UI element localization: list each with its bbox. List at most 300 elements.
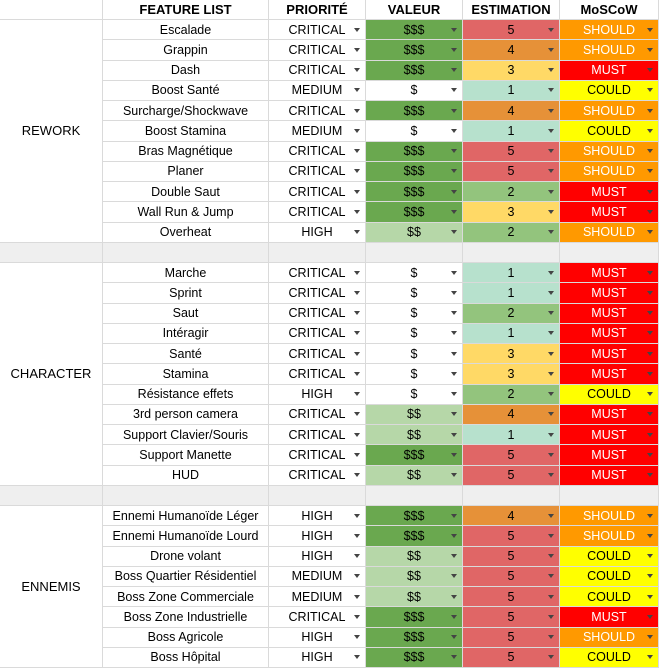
dropdown-arrow-icon[interactable] [354, 412, 360, 416]
dropdown-arrow-icon[interactable] [451, 655, 457, 659]
dropdown-arrow-icon[interactable] [647, 48, 653, 52]
priority-dropdown[interactable] [269, 101, 366, 121]
moscow-dropdown[interactable] [560, 547, 659, 567]
value-dropdown[interactable] [366, 263, 463, 283]
estimation-dropdown[interactable] [463, 628, 560, 648]
moscow-dropdown[interactable] [560, 405, 659, 425]
dropdown-arrow-icon[interactable] [451, 574, 457, 578]
dropdown-arrow-icon[interactable] [354, 574, 360, 578]
dropdown-arrow-icon[interactable] [354, 210, 360, 214]
estimation-dropdown[interactable] [463, 324, 560, 344]
dropdown-arrow-icon[interactable] [647, 635, 653, 639]
dropdown-arrow-icon[interactable] [451, 331, 457, 335]
dropdown-arrow-icon[interactable] [354, 190, 360, 194]
dropdown-arrow-icon[interactable] [647, 574, 653, 578]
dropdown-arrow-icon[interactable] [647, 88, 653, 92]
dropdown-arrow-icon[interactable] [647, 473, 653, 477]
dropdown-arrow-icon[interactable] [647, 331, 653, 335]
dropdown-arrow-icon[interactable] [647, 372, 653, 376]
dropdown-arrow-icon[interactable] [548, 635, 554, 639]
value-dropdown[interactable] [366, 324, 463, 344]
dropdown-arrow-icon[interactable] [451, 412, 457, 416]
dropdown-arrow-icon[interactable] [451, 210, 457, 214]
dropdown-arrow-icon[interactable] [354, 271, 360, 275]
priority-dropdown[interactable] [269, 628, 366, 648]
value-dropdown[interactable] [366, 40, 463, 60]
dropdown-arrow-icon[interactable] [451, 534, 457, 538]
moscow-dropdown[interactable] [560, 385, 659, 405]
value-dropdown[interactable] [366, 344, 463, 364]
moscow-value: SHOULD [582, 22, 636, 37]
moscow-dropdown[interactable] [560, 263, 659, 283]
dropdown-arrow-icon[interactable] [354, 169, 360, 173]
dropdown-arrow-icon[interactable] [354, 28, 360, 32]
moscow-dropdown[interactable] [560, 121, 659, 141]
header-priorite[interactable] [269, 0, 366, 20]
feature-cell[interactable] [103, 607, 269, 627]
dropdown-arrow-icon[interactable] [451, 433, 457, 437]
moscow-dropdown[interactable] [560, 364, 659, 384]
estimation-dropdown[interactable] [463, 40, 560, 60]
moscow-dropdown[interactable] [560, 506, 659, 526]
dropdown-arrow-icon[interactable] [647, 595, 653, 599]
value-dropdown[interactable] [366, 425, 463, 445]
dropdown-arrow-icon[interactable] [451, 514, 457, 518]
feature-cell[interactable] [103, 20, 269, 40]
dropdown-arrow-icon[interactable] [548, 554, 554, 558]
moscow-value: MUST [591, 306, 627, 321]
dropdown-arrow-icon[interactable] [548, 595, 554, 599]
dropdown-arrow-icon[interactable] [451, 149, 457, 153]
value-dropdown[interactable] [366, 385, 463, 405]
estimation-dropdown[interactable] [463, 101, 560, 121]
dropdown-arrow-icon[interactable] [548, 574, 554, 578]
header-valeur[interactable] [366, 0, 463, 20]
priority-dropdown[interactable] [269, 283, 366, 303]
dropdown-arrow-icon[interactable] [354, 331, 360, 335]
estimation-dropdown[interactable] [463, 445, 560, 465]
estimation-dropdown[interactable] [463, 142, 560, 162]
dropdown-arrow-icon[interactable] [354, 68, 360, 72]
dropdown-arrow-icon[interactable] [354, 554, 360, 558]
dropdown-arrow-icon[interactable] [354, 655, 360, 659]
dropdown-arrow-icon[interactable] [548, 473, 554, 477]
dropdown-arrow-icon[interactable] [451, 109, 457, 113]
dropdown-arrow-icon[interactable] [451, 190, 457, 194]
feature-cell[interactable] [103, 283, 269, 303]
dropdown-arrow-icon[interactable] [354, 149, 360, 153]
dropdown-arrow-icon[interactable] [451, 129, 457, 133]
priority-dropdown[interactable] [269, 81, 366, 101]
dropdown-arrow-icon[interactable] [548, 453, 554, 457]
moscow-dropdown[interactable] [560, 81, 659, 101]
estimation-dropdown[interactable] [463, 364, 560, 384]
dropdown-arrow-icon[interactable] [548, 372, 554, 376]
dropdown-arrow-icon[interactable] [647, 453, 653, 457]
dropdown-arrow-icon[interactable] [647, 311, 653, 315]
moscow-dropdown[interactable] [560, 628, 659, 648]
feature-cell[interactable] [103, 61, 269, 81]
dropdown-arrow-icon[interactable] [451, 311, 457, 315]
dropdown-arrow-icon[interactable] [647, 615, 653, 619]
dropdown-arrow-icon[interactable] [451, 230, 457, 234]
dropdown-arrow-icon[interactable] [451, 352, 457, 356]
priority-dropdown[interactable] [269, 20, 366, 40]
priority-dropdown[interactable] [269, 40, 366, 60]
dropdown-arrow-icon[interactable] [548, 291, 554, 295]
priority-dropdown[interactable] [269, 162, 366, 182]
priority-dropdown[interactable] [269, 263, 366, 283]
dropdown-arrow-icon[interactable] [451, 595, 457, 599]
feature-cell[interactable] [103, 324, 269, 344]
feature-cell[interactable] [103, 121, 269, 141]
feature-cell[interactable] [103, 202, 269, 222]
dropdown-arrow-icon[interactable] [451, 291, 457, 295]
header-moscow[interactable] [560, 0, 659, 20]
estimation-dropdown[interactable] [463, 263, 560, 283]
moscow-dropdown[interactable] [560, 304, 659, 324]
priority-dropdown[interactable] [269, 547, 366, 567]
dropdown-arrow-icon[interactable] [548, 109, 554, 113]
value-dropdown[interactable] [366, 20, 463, 40]
moscow-value: COULD [587, 83, 631, 98]
priority-dropdown[interactable] [269, 466, 366, 486]
estimation-dropdown[interactable] [463, 20, 560, 40]
header-feature-list[interactable] [103, 0, 269, 20]
dropdown-arrow-icon[interactable] [548, 169, 554, 173]
dropdown-arrow-icon[interactable] [451, 271, 457, 275]
estimation-dropdown[interactable] [463, 223, 560, 243]
dropdown-arrow-icon[interactable] [451, 473, 457, 477]
estimation-dropdown[interactable] [463, 526, 560, 546]
feature-cell[interactable] [103, 547, 269, 567]
value-dropdown[interactable] [366, 223, 463, 243]
moscow-dropdown[interactable] [560, 202, 659, 222]
moscow-dropdown[interactable] [560, 445, 659, 465]
feature-cell[interactable] [103, 526, 269, 546]
estimation-dropdown[interactable] [463, 162, 560, 182]
moscow-dropdown[interactable] [560, 324, 659, 344]
value-dropdown[interactable] [366, 61, 463, 81]
dropdown-arrow-icon[interactable] [354, 88, 360, 92]
moscow-dropdown[interactable] [560, 648, 659, 668]
dropdown-arrow-icon[interactable] [548, 48, 554, 52]
dropdown-arrow-icon[interactable] [548, 331, 554, 335]
dropdown-arrow-icon[interactable] [548, 88, 554, 92]
dropdown-arrow-icon[interactable] [647, 109, 653, 113]
value-dropdown[interactable] [366, 162, 463, 182]
priority-dropdown[interactable] [269, 364, 366, 384]
estimation-dropdown[interactable] [463, 648, 560, 668]
priority-dropdown[interactable] [269, 304, 366, 324]
priority-dropdown[interactable] [269, 607, 366, 627]
priority-dropdown[interactable] [269, 182, 366, 202]
feature-cell[interactable] [103, 263, 269, 283]
dropdown-arrow-icon[interactable] [451, 635, 457, 639]
dropdown-arrow-icon[interactable] [548, 534, 554, 538]
estimation-dropdown[interactable] [463, 344, 560, 364]
dropdown-arrow-icon[interactable] [451, 554, 457, 558]
feature-cell[interactable] [103, 40, 269, 60]
dropdown-arrow-icon[interactable] [548, 352, 554, 356]
dropdown-arrow-icon[interactable] [548, 311, 554, 315]
priority-dropdown[interactable] [269, 121, 366, 141]
dropdown-arrow-icon[interactable] [647, 190, 653, 194]
dropdown-arrow-icon[interactable] [451, 28, 457, 32]
value-dropdown[interactable] [366, 304, 463, 324]
moscow-dropdown[interactable] [560, 344, 659, 364]
estimation-dropdown[interactable] [463, 567, 560, 587]
dropdown-arrow-icon[interactable] [647, 230, 653, 234]
dropdown-arrow-icon[interactable] [548, 68, 554, 72]
dropdown-arrow-icon[interactable] [354, 311, 360, 315]
moscow-dropdown[interactable] [560, 466, 659, 486]
header-estimation[interactable] [463, 0, 560, 20]
value-dropdown[interactable] [366, 202, 463, 222]
value-dropdown[interactable] [366, 142, 463, 162]
header-corner [0, 0, 103, 20]
feature-cell[interactable] [103, 648, 269, 668]
dropdown-arrow-icon[interactable] [451, 453, 457, 457]
dropdown-arrow-icon[interactable] [548, 514, 554, 518]
priority-dropdown[interactable] [269, 526, 366, 546]
value-dropdown[interactable] [366, 81, 463, 101]
feature-cell[interactable] [103, 142, 269, 162]
priority-dropdown[interactable] [269, 425, 366, 445]
estimation-value: 5 [507, 569, 515, 584]
value-amount: $ [410, 83, 418, 98]
dropdown-arrow-icon[interactable] [548, 129, 554, 133]
value-amount: $$$ [403, 204, 425, 219]
feature-cell[interactable] [103, 182, 269, 202]
value-dropdown[interactable] [366, 567, 463, 587]
dropdown-arrow-icon[interactable] [647, 514, 653, 518]
estimation-dropdown[interactable] [463, 304, 560, 324]
dropdown-arrow-icon[interactable] [354, 392, 360, 396]
feature-cell[interactable] [103, 506, 269, 526]
dropdown-arrow-icon[interactable] [548, 433, 554, 437]
estimation-dropdown[interactable] [463, 466, 560, 486]
feature-cell[interactable] [103, 223, 269, 243]
dropdown-arrow-icon[interactable] [451, 68, 457, 72]
estimation-dropdown[interactable] [463, 587, 560, 607]
moscow-dropdown[interactable] [560, 101, 659, 121]
estimation-value: 5 [507, 468, 515, 483]
value-dropdown[interactable] [366, 405, 463, 425]
feature-cell[interactable] [103, 81, 269, 101]
dropdown-arrow-icon[interactable] [451, 169, 457, 173]
dropdown-arrow-icon[interactable] [647, 149, 653, 153]
priority-dropdown[interactable] [269, 223, 366, 243]
estimation-dropdown[interactable] [463, 61, 560, 81]
dropdown-arrow-icon[interactable] [647, 534, 653, 538]
value-dropdown[interactable] [366, 587, 463, 607]
feature-cell[interactable] [103, 162, 269, 182]
priority-dropdown[interactable] [269, 142, 366, 162]
dropdown-arrow-icon[interactable] [548, 412, 554, 416]
priority-dropdown[interactable] [269, 587, 366, 607]
moscow-dropdown[interactable] [560, 61, 659, 81]
value-dropdown[interactable] [366, 628, 463, 648]
estimation-dropdown[interactable] [463, 547, 560, 567]
estimation-dropdown[interactable] [463, 405, 560, 425]
estimation-dropdown[interactable] [463, 121, 560, 141]
separator-row [366, 243, 463, 263]
estimation-value: 4 [507, 508, 515, 523]
value-dropdown[interactable] [366, 607, 463, 627]
priority-dropdown[interactable] [269, 445, 366, 465]
dropdown-arrow-icon[interactable] [354, 534, 360, 538]
dropdown-arrow-icon[interactable] [647, 554, 653, 558]
priority-dropdown[interactable] [269, 324, 366, 344]
dropdown-arrow-icon[interactable] [647, 129, 653, 133]
dropdown-arrow-icon[interactable] [354, 291, 360, 295]
value-dropdown[interactable] [366, 466, 463, 486]
dropdown-arrow-icon[interactable] [548, 392, 554, 396]
value-dropdown[interactable] [366, 526, 463, 546]
feature-cell[interactable] [103, 101, 269, 121]
feature-cell[interactable] [103, 344, 269, 364]
dropdown-arrow-icon[interactable] [548, 615, 554, 619]
moscow-dropdown[interactable] [560, 283, 659, 303]
dropdown-arrow-icon[interactable] [354, 453, 360, 457]
value-dropdown[interactable] [366, 182, 463, 202]
moscow-dropdown[interactable] [560, 162, 659, 182]
estimation-dropdown[interactable] [463, 425, 560, 445]
dropdown-arrow-icon[interactable] [354, 473, 360, 477]
dropdown-arrow-icon[interactable] [647, 271, 653, 275]
dropdown-arrow-icon[interactable] [354, 372, 360, 376]
dropdown-arrow-icon[interactable] [548, 190, 554, 194]
header-moscow-label: MoSCoW [580, 2, 638, 17]
feature-cell[interactable] [103, 405, 269, 425]
estimation-dropdown[interactable] [463, 283, 560, 303]
dropdown-arrow-icon[interactable] [451, 88, 457, 92]
priority-dropdown[interactable] [269, 61, 366, 81]
moscow-dropdown[interactable] [560, 567, 659, 587]
dropdown-arrow-icon[interactable] [451, 392, 457, 396]
dropdown-arrow-icon[interactable] [548, 271, 554, 275]
estimation-dropdown[interactable] [463, 81, 560, 101]
value-amount: $$ [407, 589, 421, 604]
dropdown-arrow-icon[interactable] [548, 28, 554, 32]
dropdown-arrow-icon[interactable] [647, 169, 653, 173]
value-dropdown[interactable] [366, 547, 463, 567]
feature-cell[interactable] [103, 567, 269, 587]
estimation-dropdown[interactable] [463, 385, 560, 405]
dropdown-arrow-icon[interactable] [451, 615, 457, 619]
estimation-value: 1 [507, 326, 515, 341]
moscow-dropdown[interactable] [560, 142, 659, 162]
dropdown-arrow-icon[interactable] [647, 655, 653, 659]
dropdown-arrow-icon[interactable] [548, 149, 554, 153]
moscow-dropdown[interactable] [560, 587, 659, 607]
dropdown-arrow-icon[interactable] [548, 230, 554, 234]
feature-cell[interactable] [103, 466, 269, 486]
feature-cell[interactable] [103, 425, 269, 445]
dropdown-arrow-icon[interactable] [354, 635, 360, 639]
dropdown-arrow-icon[interactable] [354, 595, 360, 599]
dropdown-arrow-icon[interactable] [647, 412, 653, 416]
dropdown-arrow-icon[interactable] [354, 230, 360, 234]
priority-dropdown[interactable] [269, 405, 366, 425]
feature-cell[interactable] [103, 304, 269, 324]
moscow-dropdown[interactable] [560, 607, 659, 627]
estimation-value: 1 [507, 427, 515, 442]
estimation-value: 3 [507, 63, 515, 78]
moscow-dropdown[interactable] [560, 20, 659, 40]
dropdown-arrow-icon[interactable] [548, 655, 554, 659]
feature-cell[interactable] [103, 587, 269, 607]
moscow-dropdown[interactable] [560, 40, 659, 60]
priority-dropdown[interactable] [269, 344, 366, 364]
priority-value: HIGH [301, 549, 333, 564]
feature-cell[interactable] [103, 364, 269, 384]
value-dropdown[interactable] [366, 121, 463, 141]
moscow-value: MUST [591, 609, 627, 624]
priority-dropdown[interactable] [269, 385, 366, 405]
dropdown-arrow-icon[interactable] [354, 514, 360, 518]
dropdown-arrow-icon[interactable] [647, 433, 653, 437]
estimation-dropdown[interactable] [463, 607, 560, 627]
value-dropdown[interactable] [366, 101, 463, 121]
moscow-dropdown[interactable] [560, 425, 659, 445]
priority-dropdown[interactable] [269, 506, 366, 526]
priority-dropdown[interactable] [269, 648, 366, 668]
feature-name: Boss Agricole [147, 630, 224, 645]
dropdown-arrow-icon[interactable] [354, 615, 360, 619]
dropdown-arrow-icon[interactable] [354, 109, 360, 113]
moscow-dropdown[interactable] [560, 223, 659, 243]
value-dropdown[interactable] [366, 648, 463, 668]
dropdown-arrow-icon[interactable] [647, 28, 653, 32]
dropdown-arrow-icon[interactable] [354, 129, 360, 133]
value-dropdown[interactable] [366, 506, 463, 526]
separator-row [269, 243, 366, 263]
value-dropdown[interactable] [366, 445, 463, 465]
dropdown-arrow-icon[interactable] [647, 291, 653, 295]
estimation-dropdown[interactable] [463, 182, 560, 202]
dropdown-arrow-icon[interactable] [451, 372, 457, 376]
dropdown-arrow-icon[interactable] [354, 433, 360, 437]
dropdown-arrow-icon[interactable] [647, 210, 653, 214]
moscow-dropdown[interactable] [560, 526, 659, 546]
dropdown-arrow-icon[interactable] [647, 68, 653, 72]
dropdown-arrow-icon[interactable] [451, 48, 457, 52]
group-label [0, 506, 103, 668]
estimation-dropdown[interactable] [463, 202, 560, 222]
feature-name: Surcharge/Shockwave [122, 103, 249, 118]
value-dropdown[interactable] [366, 283, 463, 303]
value-dropdown[interactable] [366, 364, 463, 384]
feature-cell[interactable] [103, 385, 269, 405]
dropdown-arrow-icon[interactable] [548, 210, 554, 214]
estimation-dropdown[interactable] [463, 506, 560, 526]
dropdown-arrow-icon[interactable] [647, 392, 653, 396]
dropdown-arrow-icon[interactable] [647, 352, 653, 356]
feature-cell[interactable] [103, 445, 269, 465]
value-amount: $$$ [403, 508, 425, 523]
priority-dropdown[interactable] [269, 567, 366, 587]
moscow-value: SHOULD [582, 42, 636, 57]
priority-dropdown[interactable] [269, 202, 366, 222]
dropdown-arrow-icon[interactable] [354, 48, 360, 52]
dropdown-arrow-icon[interactable] [354, 352, 360, 356]
priority-value: CRITICAL [288, 427, 346, 442]
moscow-dropdown[interactable] [560, 182, 659, 202]
value-amount: $$$ [403, 164, 425, 179]
feature-cell[interactable] [103, 628, 269, 648]
